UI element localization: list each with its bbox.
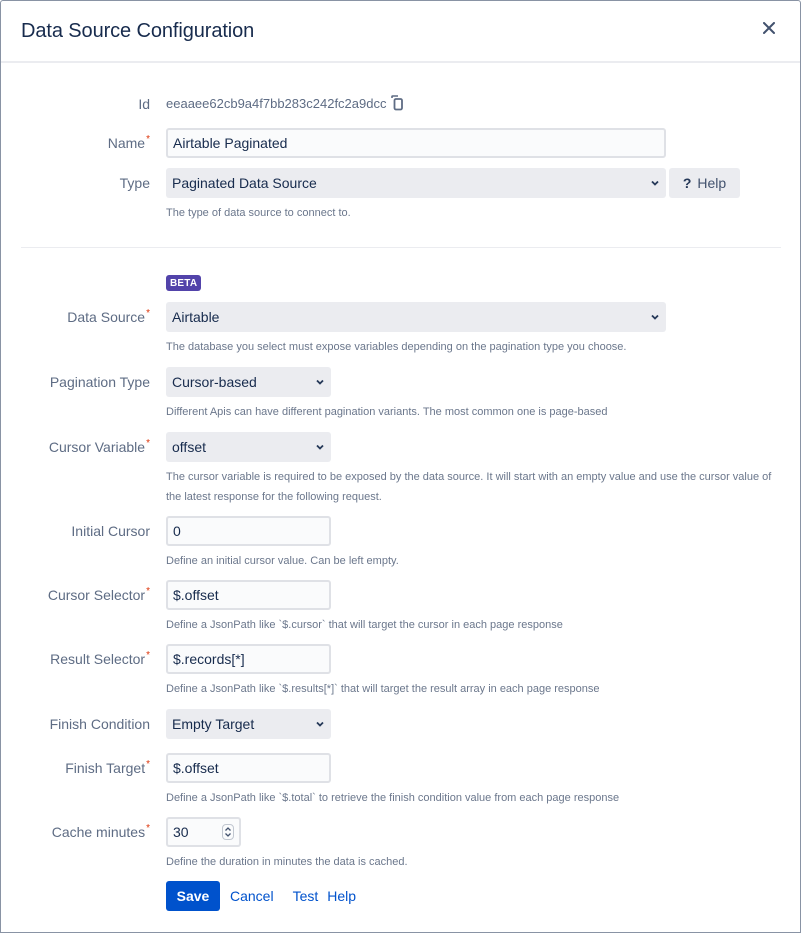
result-selector-description: Define a JsonPath like `$.results[*]` that will target the result array in each page response	[166, 683, 600, 695]
initial-cursor-description: Define an initial cursor value. Can be left empty.	[166, 555, 399, 567]
section-divider	[21, 247, 781, 248]
chevron-down-icon	[315, 377, 325, 387]
cursor-variable-select[interactable]: offset	[166, 432, 331, 462]
spin-up-down-icon	[224, 826, 232, 838]
pagination-type-label: Pagination Type	[49, 374, 150, 390]
beta-badge: BETA	[166, 275, 201, 291]
form-actions	[166, 881, 356, 911]
type-label: Type	[119, 175, 150, 191]
cache-minutes-description: Define the duration in minutes the data is cached.	[166, 856, 408, 868]
test-link[interactable]: Test	[292, 888, 319, 904]
cursor-selector-description: Define a JsonPath like `$.cursor` that will target the cursor in each page response	[166, 619, 563, 631]
id-value-group	[166, 95, 404, 111]
close-icon	[763, 22, 775, 34]
data-source-label: Data Source*	[67, 308, 150, 325]
chevron-down-icon	[315, 442, 325, 452]
cache-minutes-label: Cache minutes*	[51, 823, 150, 840]
cache-minutes-stepper[interactable]: 30	[166, 817, 241, 847]
type-description: The type of data source to connect to.	[166, 207, 351, 219]
cancel-link[interactable]: Cancel	[230, 888, 274, 904]
cursor-variable-description-2: the latest response for the following request.	[166, 491, 382, 503]
finish-target-description: Define a JsonPath like `$.total` to retrieve the finish condition value from each page response	[166, 792, 620, 804]
help-link[interactable]: Help	[327, 888, 357, 904]
pagination-type-select[interactable]: Cursor-based	[166, 367, 331, 397]
name-label: Name*	[107, 134, 150, 151]
id-label: Id	[138, 96, 150, 112]
spin-buttons[interactable]	[222, 824, 234, 840]
close-button[interactable]	[758, 17, 780, 39]
result-selector-input[interactable]: $.records[*]	[166, 644, 331, 674]
type-help-button[interactable]: ? Help	[669, 168, 740, 198]
finish-condition-select[interactable]: Empty Target	[166, 709, 331, 739]
id-value: eeaaee62cb9a4f7bb283c242fc2a9dcc	[166, 95, 387, 111]
cursor-variable-label: Cursor Variable*	[48, 438, 150, 455]
question-icon: ?	[682, 175, 692, 191]
chevron-down-icon	[315, 719, 325, 729]
cursor-selector-label: Cursor Selector*	[47, 586, 150, 603]
data-source-select[interactable]: Airtable	[166, 302, 666, 332]
dialog-title: Data Source Configuration	[21, 19, 255, 42]
cursor-variable-description-1: The cursor variable is required to be exposed by the data source. It will start with an empty value and use the cursor value of	[166, 471, 772, 483]
result-selector-label: Result Selector*	[50, 650, 150, 667]
chevron-down-icon	[650, 312, 660, 322]
finish-condition-label: Finish Condition	[49, 716, 150, 732]
initial-cursor-input[interactable]: 0	[166, 516, 331, 546]
name-input[interactable]: Airtable Paginated	[166, 128, 666, 158]
pagination-type-description: Different Apis can have different pagination variants. The most common one is page-based	[166, 406, 608, 418]
finish-target-input[interactable]: $.offset	[166, 753, 331, 783]
cursor-selector-input[interactable]: $.offset	[166, 580, 331, 610]
data-source-description: The database you select must expose variables depending on the pagination type you choose.	[166, 341, 627, 353]
dialog-header	[1, 1, 800, 63]
chevron-down-icon	[650, 178, 660, 188]
type-select[interactable]: Paginated Data Source	[166, 168, 666, 198]
initial-cursor-label: Initial Cursor	[71, 523, 150, 539]
finish-target-label: Finish Target*	[65, 759, 150, 776]
save-button[interactable]: Save	[166, 881, 220, 911]
copy-icon[interactable]	[390, 95, 404, 111]
